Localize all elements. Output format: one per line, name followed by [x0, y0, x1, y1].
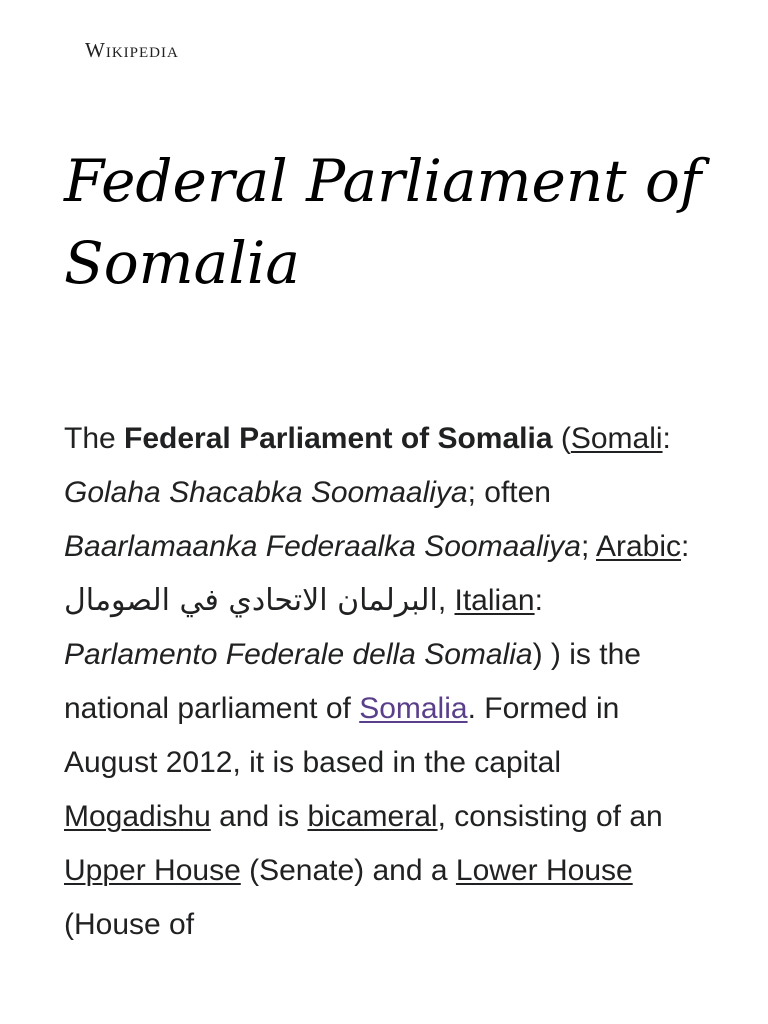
lead-text: and is — [210, 800, 308, 833]
lead-text: The — [64, 422, 125, 455]
lead-text: (Senate) and a — [240, 854, 456, 887]
article-subject-bold: Federal Parliament of Somalia — [124, 422, 553, 455]
lead-text: ( — [552, 422, 571, 455]
lead-text: , — [437, 584, 455, 617]
link-bicameral[interactable]: bicameral — [307, 800, 438, 833]
wikipedia-wordmark[interactable]: Wikipedia — [85, 38, 179, 62]
italian-name: Parlamento Federale della Somalia — [64, 638, 533, 671]
lead-text: : — [662, 422, 671, 455]
lead-paragraph — [64, 412, 704, 952]
lead-text: : — [681, 530, 690, 563]
arabic-name: البرلمان الاتحادي في الصومال — [64, 583, 438, 618]
page-title: Federal Parliament of Somalia — [64, 147, 702, 297]
lead-text: (House of — [64, 908, 195, 941]
link-italian-language[interactable]: Italian — [454, 584, 535, 617]
lead-text: . Formed in August 2012, it is based in the capital — [64, 692, 620, 779]
lead-text: ) ) is the national parliament of — [64, 638, 641, 725]
link-arabic-language[interactable]: Arabic — [595, 530, 682, 563]
link-somali-language[interactable]: Somali — [570, 422, 663, 455]
link-somalia[interactable]: Somalia — [359, 692, 468, 725]
alternate-name: Baarlamaanka Federaalka Soomaaliya — [64, 530, 581, 563]
lead-text: ; often — [467, 476, 551, 509]
link-mogadishu[interactable]: Mogadishu — [64, 800, 211, 833]
lead-text: ; — [580, 530, 596, 563]
link-upper-house[interactable]: Upper House — [64, 854, 241, 887]
lead-text: , consisting of an — [437, 800, 663, 833]
lead-text: : — [534, 584, 543, 617]
link-lower-house[interactable]: Lower House — [455, 854, 633, 887]
somali-name: Golaha Shacabka Soomaaliya — [64, 476, 468, 509]
